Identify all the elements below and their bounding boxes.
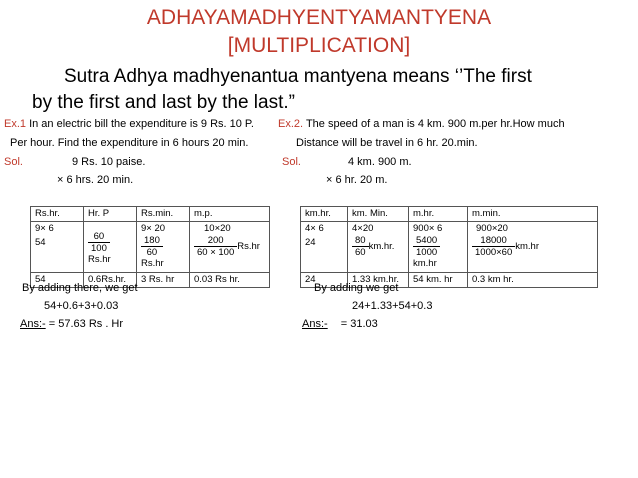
ex1-calc-cell-1: $\frac{60}{100}$ Rs.hr — [84, 222, 137, 273]
ex1-sol-line-1: 9 Rs. 10 paise. — [72, 156, 146, 168]
ex2-result-3: 0.3 km hr. — [468, 272, 598, 287]
ex1-sol-line-2: × 6 hrs. 20 min. — [57, 174, 134, 186]
title-line-2: [MULTIPLICATION] — [227, 34, 411, 57]
ex2-header-1: km. Min. — [348, 207, 409, 222]
ex1-text-1: In an electric bill the expenditure is 9 Rs. 10 P. — [29, 118, 254, 130]
table-row — [31, 207, 270, 222]
intro-line-1: Sutra Adhya madhyenantua mantyena means ‘’The first — [64, 66, 532, 87]
ex1-ans-label: Ans:- — [20, 318, 46, 330]
table-row — [31, 222, 270, 273]
ex2-fraction-2: $\frac{5400}{1000}$ — [413, 235, 440, 258]
ex2-text-1: The speed of a man is 4 km. 900 m.per hr.How much — [305, 118, 565, 130]
ex1-fraction-2: $\frac{180}{60}$ — [141, 235, 163, 258]
ex2-sol-label: Sol. — [282, 156, 301, 168]
ex1-sol-label: Sol. — [4, 156, 23, 168]
title-line-1: ADHAYAMADHYENTYAMANTYENA — [146, 6, 492, 29]
ex2-label: Ex.2. — [278, 118, 304, 130]
ex1-answer — [20, 318, 123, 330]
ex1-header-0: Rs.hr. — [31, 207, 84, 222]
ex2-row1-col0: 4× 6 — [305, 223, 324, 234]
ex2-fraction-3: $\frac{18000}{1000\times 60}$ — [472, 235, 515, 258]
ex2-header-3: m.min. — [468, 207, 598, 222]
ex2-question-line-2: Distance will be travel in 6 hr. 20.min. — [296, 137, 478, 149]
ex1-result-3: 0.03 Rs hr. — [190, 272, 270, 287]
ex2-calc-cell-0 — [301, 222, 348, 273]
ex1-calc-cell-3: 10×20 $\frac{200}{60 \times 100}$ Rs.hr — [190, 222, 270, 273]
ex1-row1-col0: 9× 6 — [35, 223, 54, 234]
ex2-result-0: 24 — [301, 272, 348, 287]
ex2-sol-line-1: 4 km. 900 m. — [348, 156, 412, 168]
ex2-ans-value: = 31.03 — [340, 318, 378, 330]
ex1-header-3: m.p. — [190, 207, 270, 222]
ex2-header-2: m.hr. — [409, 207, 468, 222]
ex1-header-1: Hr. P — [84, 207, 137, 222]
ex1-header-2: Rs.min. — [137, 207, 190, 222]
ex1-sum: 54+0.6+3+0.03 — [44, 300, 119, 312]
ex2-row2-col0: 24 — [305, 237, 316, 248]
ex2-result-2: 54 km. hr — [409, 272, 468, 287]
ex2-fraction-1: $\frac{80}{60}$ — [352, 235, 369, 258]
ex2-calc-cell-3: 900×20 $\frac{18000}{1000\times 60}$ km.hr — [468, 222, 598, 273]
table-row — [301, 207, 598, 222]
ex2-adding-text: By adding we get — [314, 282, 399, 294]
intro-line-2: by the first and last by the last.” — [32, 92, 295, 113]
ex1-adding-text: By adding there, we get — [22, 282, 138, 294]
ex2-ans-label: Ans:- — [302, 318, 328, 330]
ex1-fraction-3: $\frac{200}{60 \times 100}$ — [194, 235, 237, 258]
ex1-result-2: 3 Rs. hr — [137, 272, 190, 287]
ex2-col1-top: 4×20 — [352, 223, 374, 234]
ex1-fraction-1: $\frac{60}{100}$ — [88, 231, 110, 254]
ex2-calc-cell-1: 4×20 $\frac{80}{60}$ km.hr. — [348, 222, 409, 273]
ex1-row1-col2: 9× 20 — [141, 223, 166, 234]
ex2-sol-line-2: × 6 hr. 20 m. — [326, 174, 388, 186]
ex2-sum: 24+1.33+54+0.3 — [352, 300, 433, 312]
ex2-calc-cell-2: 900× 6 $\frac{5400}{1000}$ km.hr — [409, 222, 468, 273]
ex1-question-line-2: Per hour. Find the expenditure in 6 hours 20 min. — [10, 137, 249, 149]
ex2-col3-top: 900×20 — [476, 223, 508, 234]
ex1-question-line-1 — [4, 118, 254, 130]
table-row — [301, 222, 598, 273]
ex2-result-1: 1.33 km.hr. — [348, 272, 409, 287]
ex2-answer — [302, 318, 378, 330]
ex2-col2-top: 900× 6 — [413, 223, 443, 234]
ex1-calc-cell-2: 9× 20 $\frac{180}{60}$ Rs.hr — [137, 222, 190, 273]
ex2-header-0: km.hr. — [301, 207, 348, 222]
ex1-result-0: 54 — [31, 272, 84, 287]
ex2-table — [300, 206, 598, 288]
ex1-row2-col0: 54 — [35, 237, 46, 248]
ex1-result-1: 0.6Rs.hr. — [84, 272, 137, 287]
ex1-table — [30, 206, 270, 288]
ex1-calc-cell-0 — [31, 222, 84, 273]
ex1-label: Ex.1 — [4, 118, 27, 130]
ex2-question-line-1 — [278, 118, 565, 130]
ex1-ans-value: = 57.63 Rs . Hr — [48, 318, 124, 330]
ex1-row1-col3: 10×20 — [204, 223, 231, 234]
